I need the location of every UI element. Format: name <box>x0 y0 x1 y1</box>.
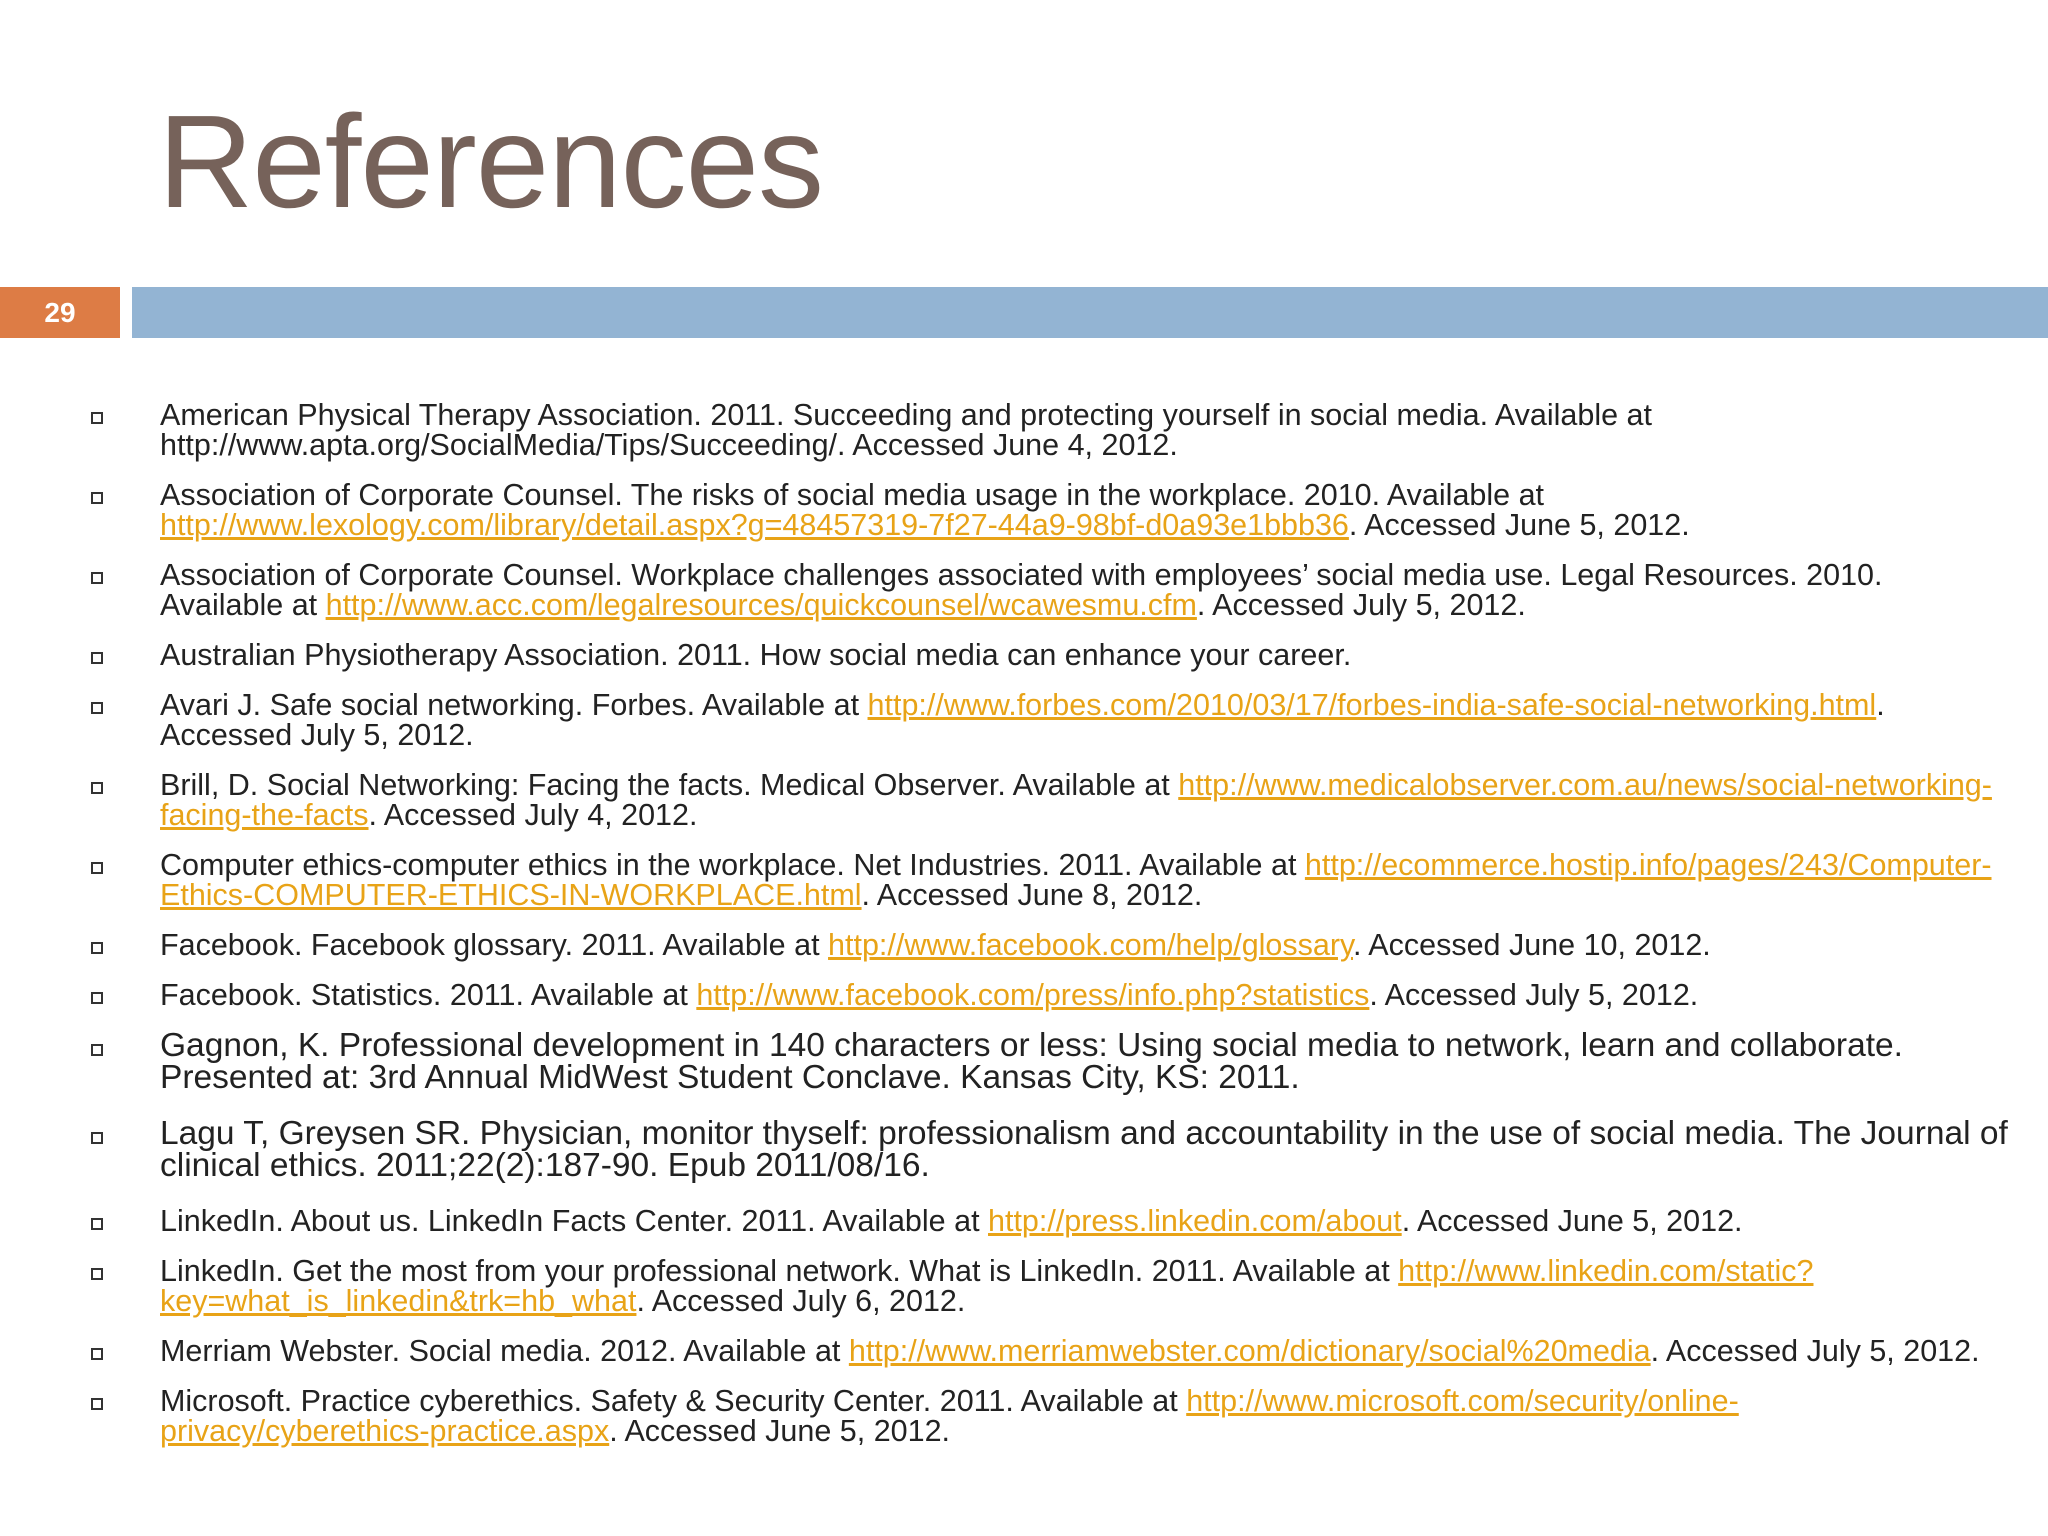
reference-accessed-text: . Accessed June 5, 2012. <box>1401 1204 1743 1238</box>
header-bar <box>132 287 2048 338</box>
reference-text: Computer ethics-computer ethics in the workplace. Net Industries. 2011. Available at <box>160 848 1305 882</box>
reference-link[interactable]: http://www.lexology.com/library/detail.aspx?g=48457319-7f27-44a9-98bf-d0a93e1bbb36 <box>160 508 1349 542</box>
reference-item <box>0 400 2048 460</box>
reference-text: Merriam Webster. Social media. 2012. Available at <box>160 1334 849 1368</box>
reference-accessed-text: . Accessed June 10, 2012. <box>1353 928 1711 962</box>
reference-accessed-text: . Accessed July 4, 2012. <box>368 798 698 832</box>
reference-item <box>0 480 2048 540</box>
reference-accessed-text: . Accessed June 8, 2012. <box>861 878 1203 912</box>
square-bullet-icon <box>91 492 103 504</box>
reference-text: Facebook. Statistics. 2011. Available at <box>160 978 697 1012</box>
square-bullet-icon <box>91 702 103 714</box>
square-bullet-icon <box>91 862 103 874</box>
reference-item <box>0 980 2048 1010</box>
reference-item <box>0 1336 2048 1366</box>
reference-text: Association of Corporate Counsel. The risks of social media usage in the workplace. 2010. Available at <box>160 478 1545 512</box>
reference-text: American Physical Therapy Association. 2011. Succeeding and protecting yourself in social media. Available at http://www.apta.org/SocialMedia/Tips/Succeeding/. Accessed June 4, 2012. <box>160 398 1652 462</box>
reference-text: Brill, D. Social Networking: Facing the facts. Medical Observer. Available at <box>160 768 1179 802</box>
square-bullet-icon <box>91 1348 103 1360</box>
reference-text: Facebook. Facebook glossary. 2011. Available at <box>160 928 829 962</box>
square-bullet-icon <box>91 782 103 794</box>
square-bullet-icon <box>91 652 103 664</box>
reference-accessed-text: . Accessed June 5, 2012. <box>609 1414 951 1448</box>
reference-item <box>0 930 2048 960</box>
reference-link[interactable]: http://www.merriamwebster.com/dictionary/social%20media <box>848 1334 1651 1368</box>
reference-list <box>0 400 2048 1466</box>
reference-item <box>0 560 2048 620</box>
reference-text: LinkedIn. About us. LinkedIn Facts Center. 2011. Available at <box>160 1204 989 1238</box>
reference-link[interactable]: http://www.medicalobserver.com.au/news/social-networking-facing-the-facts <box>160 768 1992 832</box>
reference-item <box>0 1256 2048 1316</box>
reference-item <box>0 850 2048 910</box>
reference-text: Lagu T, Greysen SR. Physician, monitor thyself: professionalism and accountability in the use of social media. The Journal of clinical ethics. 2011;22(2):187-90. Epub 2011/08/16. <box>160 1115 2008 1184</box>
square-bullet-icon <box>91 1268 103 1280</box>
reference-text: Microsoft. Practice cyberethics. Safety & Security Center. 2011. Available at <box>160 1384 1187 1418</box>
reference-link[interactable]: http://www.acc.com/legalresources/quickcounsel/wcawesmu.cfm <box>325 588 1197 622</box>
square-bullet-icon <box>91 992 103 1004</box>
reference-link[interactable]: http://www.microsoft.com/security/online-privacy/cyberethics-practice.aspx <box>160 1384 1739 1448</box>
square-bullet-icon <box>91 1218 103 1230</box>
reference-accessed-text: . Accessed July 5, 2012. <box>1196 588 1526 622</box>
reference-accessed-text: . Accessed July 6, 2012. <box>636 1284 966 1318</box>
reference-accessed-text: . Accessed June 5, 2012. <box>1348 508 1690 542</box>
reference-link[interactable]: http://www.facebook.com/press/info.php?statistics <box>696 978 1370 1012</box>
square-bullet-icon <box>91 572 103 584</box>
reference-link[interactable]: http://ecommerce.hostip.info/pages/243/Computer-Ethics-COMPUTER-ETHICS-IN-WORKPLACE.html <box>160 848 1992 912</box>
square-bullet-icon <box>91 1132 103 1144</box>
reference-item <box>0 1115 2048 1184</box>
reference-item <box>0 640 2048 670</box>
reference-text: Gagnon, K. Professional development in 140 characters or less: Using social media to network, learn and collaborate. Presented at: 3rd Annual MidWest Student Conclave. Kansas City, KS: 2011. <box>160 1027 1903 1096</box>
reference-item <box>0 770 2048 830</box>
square-bullet-icon <box>91 1044 103 1056</box>
reference-link[interactable]: http://press.linkedin.com/about <box>988 1204 1402 1238</box>
reference-item <box>0 1206 2048 1236</box>
square-bullet-icon <box>91 412 103 424</box>
square-bullet-icon <box>91 1398 103 1410</box>
reference-item <box>0 1386 2048 1446</box>
square-bullet-icon <box>91 942 103 954</box>
reference-link[interactable]: http://www.forbes.com/2010/03/17/forbes-india-safe-social-networking.html <box>867 688 1877 722</box>
reference-accessed-text: . Accessed July 5, 2012. <box>1650 1334 1980 1368</box>
reference-item <box>0 1027 2048 1096</box>
reference-accessed-text: . Accessed July 5, 2012. <box>160 688 1885 752</box>
reference-link[interactable]: http://www.facebook.com/help/glossary <box>828 928 1353 962</box>
reference-text: Association of Corporate Counsel. Workplace challenges associated with employees’ social media use. Legal Resources. 2010. Available at <box>160 558 1883 622</box>
reference-link[interactable]: http://www.linkedin.com/static?key=what_is_linkedin&trk=hb_what <box>160 1254 1814 1318</box>
reference-accessed-text: . Accessed July 5, 2012. <box>1369 978 1699 1012</box>
reference-text: Australian Physiotherapy Association. 2011. How social media can enhance your career. <box>160 638 1352 672</box>
slide-title: References <box>158 88 824 235</box>
reference-text: Avari J. Safe social networking. Forbes. Available at <box>160 688 868 722</box>
reference-item <box>0 690 2048 750</box>
slide-number-badge: 29 <box>0 287 120 338</box>
reference-text: LinkedIn. Get the most from your professional network. What is LinkedIn. 2011. Available at <box>160 1254 1399 1288</box>
